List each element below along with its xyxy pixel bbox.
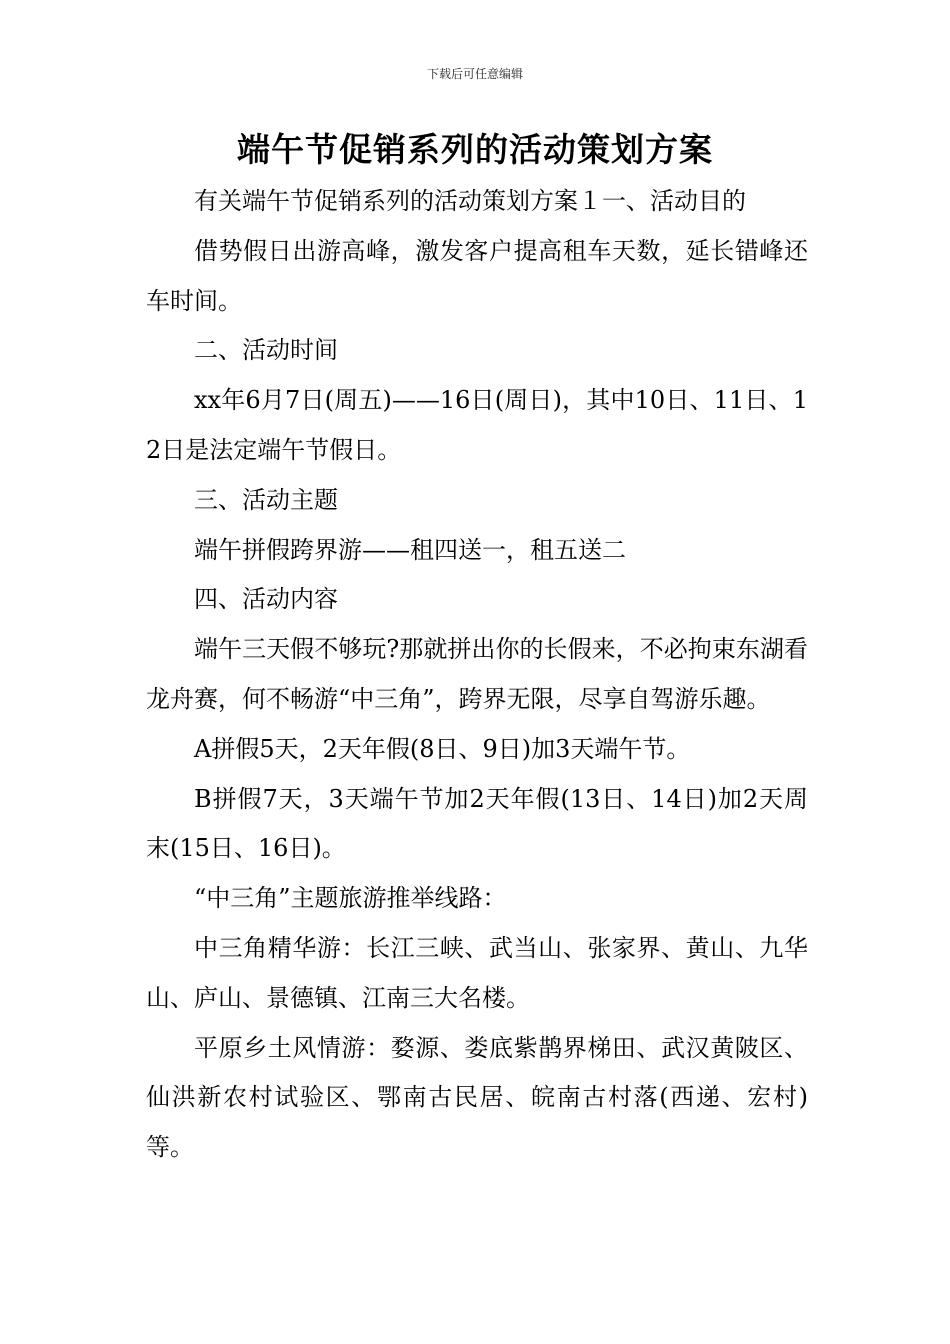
paragraph: A拼假5天，2天年假(8日、9日)加3天端午节。 — [194, 734, 691, 763]
paragraph: “中三角”主题旅游推举线路： — [194, 884, 507, 913]
section-heading: 二、活动时间 — [194, 336, 338, 365]
paragraph: 平原乡土风情游：婺源、娄底紫鹊界梯田、武汉黄陂区、仙洪新农村试验区、鄂南古民居、皖南古村落(西递、宏村)等。 — [146, 1033, 808, 1162]
paragraph: 借势假日出游高峰，激发客户提高租车天数，延长错峰还车时间。 — [146, 236, 808, 315]
paragraph: xx年6月7日(周五)——16日(周日)，其中10日、11日、12日是法定端午节假日。 — [146, 386, 808, 464]
header-note: 下载后可任意编辑 — [426, 67, 523, 81]
paragraph: 端午拼假跨界游——租四送一，租五送二 — [194, 535, 626, 564]
section-heading: 四、活动内容 — [194, 585, 338, 614]
paragraph: B拼假7天，3天端午节加2天年假(13日、14日)加2天周末(15日、16日)。 — [146, 784, 808, 863]
document-title: 端午节促销系列的活动策划方案 — [237, 130, 713, 169]
paragraph: 有关端午节促销系列的活动策划方案１一、活动目的 — [194, 187, 746, 215]
paragraph: 中三角精华游：长江三峡、武当山、张家界、黄山、九华山、庐山、景德镇、江南三大名楼。 — [146, 933, 808, 1012]
document-body — [146, 177, 808, 1173]
section-heading: 三、活动主题 — [194, 485, 338, 514]
paragraph: 端午三天假不够玩?那就拼出你的长假来，不必拘束东湖看龙舟赛，何不畅游“中三角”，跨界无限，尽享自驾游乐趣。 — [146, 635, 808, 713]
